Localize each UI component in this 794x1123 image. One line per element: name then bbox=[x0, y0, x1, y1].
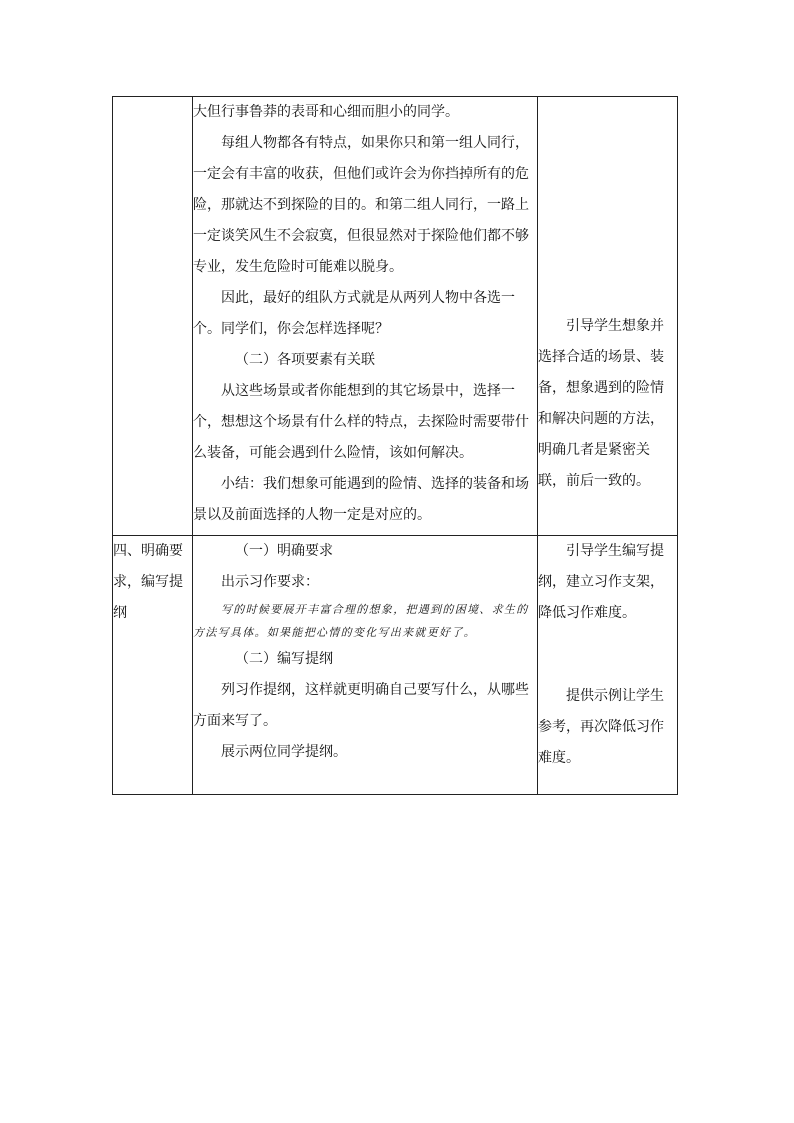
content-cell bbox=[193, 97, 538, 536]
lesson-plan-table bbox=[112, 96, 678, 795]
content-paragraph: 出示习作要求： bbox=[221, 574, 319, 590]
section-heading: （二）编写提纲 bbox=[235, 651, 333, 667]
table-row bbox=[113, 536, 678, 795]
content-paragraph: 从这些场景或者你能想到的其它场景中，选择一个，想想这个场景有什么样的特点，去探险时需要带什么装备，可能会遇到什么险情，该如何解决。 bbox=[193, 383, 529, 461]
handwritten-requirement: 写的时候要展开丰富合理的想象，把遇到的困境、求生的方法写具体。如果能把心情的变化写出来就更好了。 bbox=[193, 603, 529, 639]
table-row bbox=[113, 97, 678, 536]
intent-cell bbox=[538, 536, 678, 795]
intent-text: 提供示例让学生参考，再次降低习作难度。 bbox=[538, 688, 664, 766]
stage-label: 四、明确要求，编写提纲 bbox=[113, 543, 183, 621]
content-paragraph: 展示两位同学提纲。 bbox=[221, 744, 347, 760]
content-cell bbox=[193, 536, 538, 795]
intent-text: 引导学生编写提纲，建立习作支架，降低习作难度。 bbox=[538, 543, 664, 621]
stage-cell bbox=[113, 97, 193, 536]
section-heading: （二）各项要素有关联 bbox=[235, 352, 375, 368]
intent-text: 引导学生想象并选择合适的场景、装备，想象遇到的险情和解决问题的方法，明确几者是紧密关联，前后一致的。 bbox=[538, 318, 664, 489]
summary-paragraph: 小结：我们想象可能遇到的险情、选择的装备和场景以及前面选择的人物一定是对应的。 bbox=[193, 476, 529, 523]
content-paragraph: 大但行事鲁莽的表哥和心细而胆小的同学。 bbox=[193, 104, 459, 120]
stage-cell bbox=[113, 536, 193, 795]
intent-cell bbox=[538, 97, 678, 536]
content-paragraph: 因此，最好的组队方式就是从两列人物中各选一个。同学们，你会怎样选择呢？ bbox=[193, 290, 515, 337]
content-paragraph: 每组人物都各有特点，如果你只和第一组人同行，一定会有丰富的收获，但他们或许会为你挡掉所有的危险，那就达不到探险的目的。和第二组人同行，一路上一定谈笑风生不会寂寞，但很显然对于探险他们都不够专业，发生危险时可能难以脱身。 bbox=[193, 135, 529, 275]
section-heading: （一）明确要求 bbox=[235, 543, 333, 559]
content-paragraph: 列习作提纲，这样就更明确自己要写什么，从哪些方面来写了。 bbox=[193, 682, 529, 729]
